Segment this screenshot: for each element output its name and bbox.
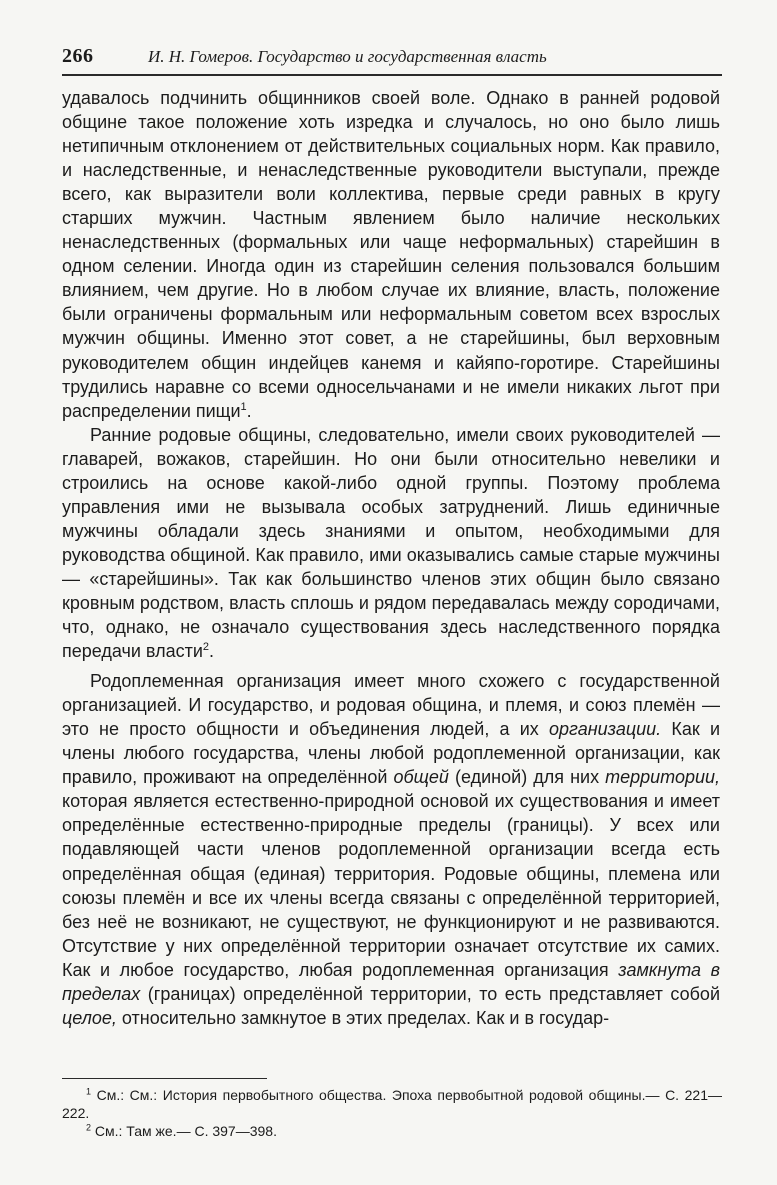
footnote-rule [62, 1078, 267, 1079]
page-header [62, 45, 722, 68]
emphasis-whole: целое, [62, 1007, 117, 1028]
paragraph-3-text-f: относительно замкнутое в этих пределах. Как и в государ- [116, 1007, 610, 1028]
emphasis-organizations: организации. [549, 719, 662, 740]
paragraph-3-text-d: которая является естественно-природной основой их существования и имеет определённые естественно-природные пределы (границы). У всех или подавляющей части членов родоплеменной организации всегда есть определённая общая (единая) территория. Родовые общины, племена или союзы племён и все их члены всегда связаны с определённой территорией, без неё не возникают, не существуют, не функционируют и не развиваются. Отсутствие у них определённой территории означает отсутствие их самих. Как и любое государство, любая родоплеменная организация [62, 791, 720, 980]
paragraph-1-end: . [246, 400, 252, 421]
footnote-1 [62, 1086, 722, 1122]
footnote-1-mark: 1 [86, 1086, 92, 1097]
footnote-ref-2[interactable]: 2 [202, 641, 210, 654]
emphasis-closed-within: замкнута в пределах [62, 959, 720, 1004]
paragraph-3-text-e: (границах) определённой территории, то есть представляет собой [140, 983, 720, 1004]
paragraph-1-text: удавалось подчинить общинников своей воле. Однако в ранней родовой общине такое положение хоть изредка и случалось, но оно было лишь нетипичным отклонением от действительных социальных норм. Как правило, и наследственные, и ненаследственные руководители выступали, прежде всего, как выразители воли коллектива, первые среди равных в кругу старших мужчин. Частным явлением было наличие нескольких ненаследственных (формальных или чаще неформальных) старейшин в одном селении. Иногда один из старейшин селения пользовался большим влиянием, чем другие. Но в любом случае их влияние, власть, положение были ограничены формальным или неформальным советом всех взрослых мужчин общины. Именно этот совет, а не старейшины, был верховным руководителем общин индейцев канемя и кайяпо-горотире. Старейшины трудились наравне со всеми односельчанами и не имели никаких льгот при распределении пищи [62, 88, 720, 421]
footnotes [62, 1086, 722, 1140]
paragraph-2 [62, 423, 720, 663]
paragraph-3-text-b: Как и члены любого государства, члены любой родоплеменной организации, как правило, проживают на определённой [62, 719, 721, 788]
footnote-2-text: См.: Там же.— С. 397—398. [94, 1123, 277, 1139]
paragraph-2-end: . [209, 641, 215, 662]
emphasis-common: общей [393, 767, 449, 788]
footnote-ref-1[interactable]: 1 [240, 400, 247, 413]
page-number: 266 [62, 45, 94, 67]
header-rule [62, 74, 722, 76]
footnote-2-mark: 2 [86, 1122, 92, 1133]
running-title: И. Н. Гомеров. Государство и государственная власть [148, 47, 547, 66]
paragraph-1 [62, 86, 720, 423]
footnote-2 [62, 1122, 722, 1140]
emphasis-territory: территории, [605, 767, 721, 788]
paragraph-2-text: Ранние родовые общины, следовательно, имели своих руководителей — главарей, вожаков, старейшин. Но они были относительно невелики и строились на основе какой-либо одной группы. Поэтому проблема управления ими не вызывала особых затруднений. Лишь единичные мужчины обладали здесь знаниями и опытом, необходимыми для руководства общиной. Как правило, ими оказывались самые старые мужчины — «старейшины». Так как большинство членов этих общин было связано кровным родством, власть сплошь и рядом передавалась между сородичами, что, однако, не означало существования здесь наследственного порядка передачи власти [62, 424, 720, 662]
paragraph-3-text-c: (единой) для них [448, 767, 606, 788]
paragraph-3 [62, 669, 720, 1030]
main-text [62, 86, 720, 1030]
footnote-1-text: См.: См.: История первобытного общества. Эпоха первобытной родовой общины.— С. 221—222. [62, 1087, 722, 1121]
paragraph-3-text-a: Родоплеменная организация имеет много схожего с государственной организацией. И государство, и родовая община, и племя, и союз племён — это не просто общности и объединения людей, а их [62, 671, 720, 740]
